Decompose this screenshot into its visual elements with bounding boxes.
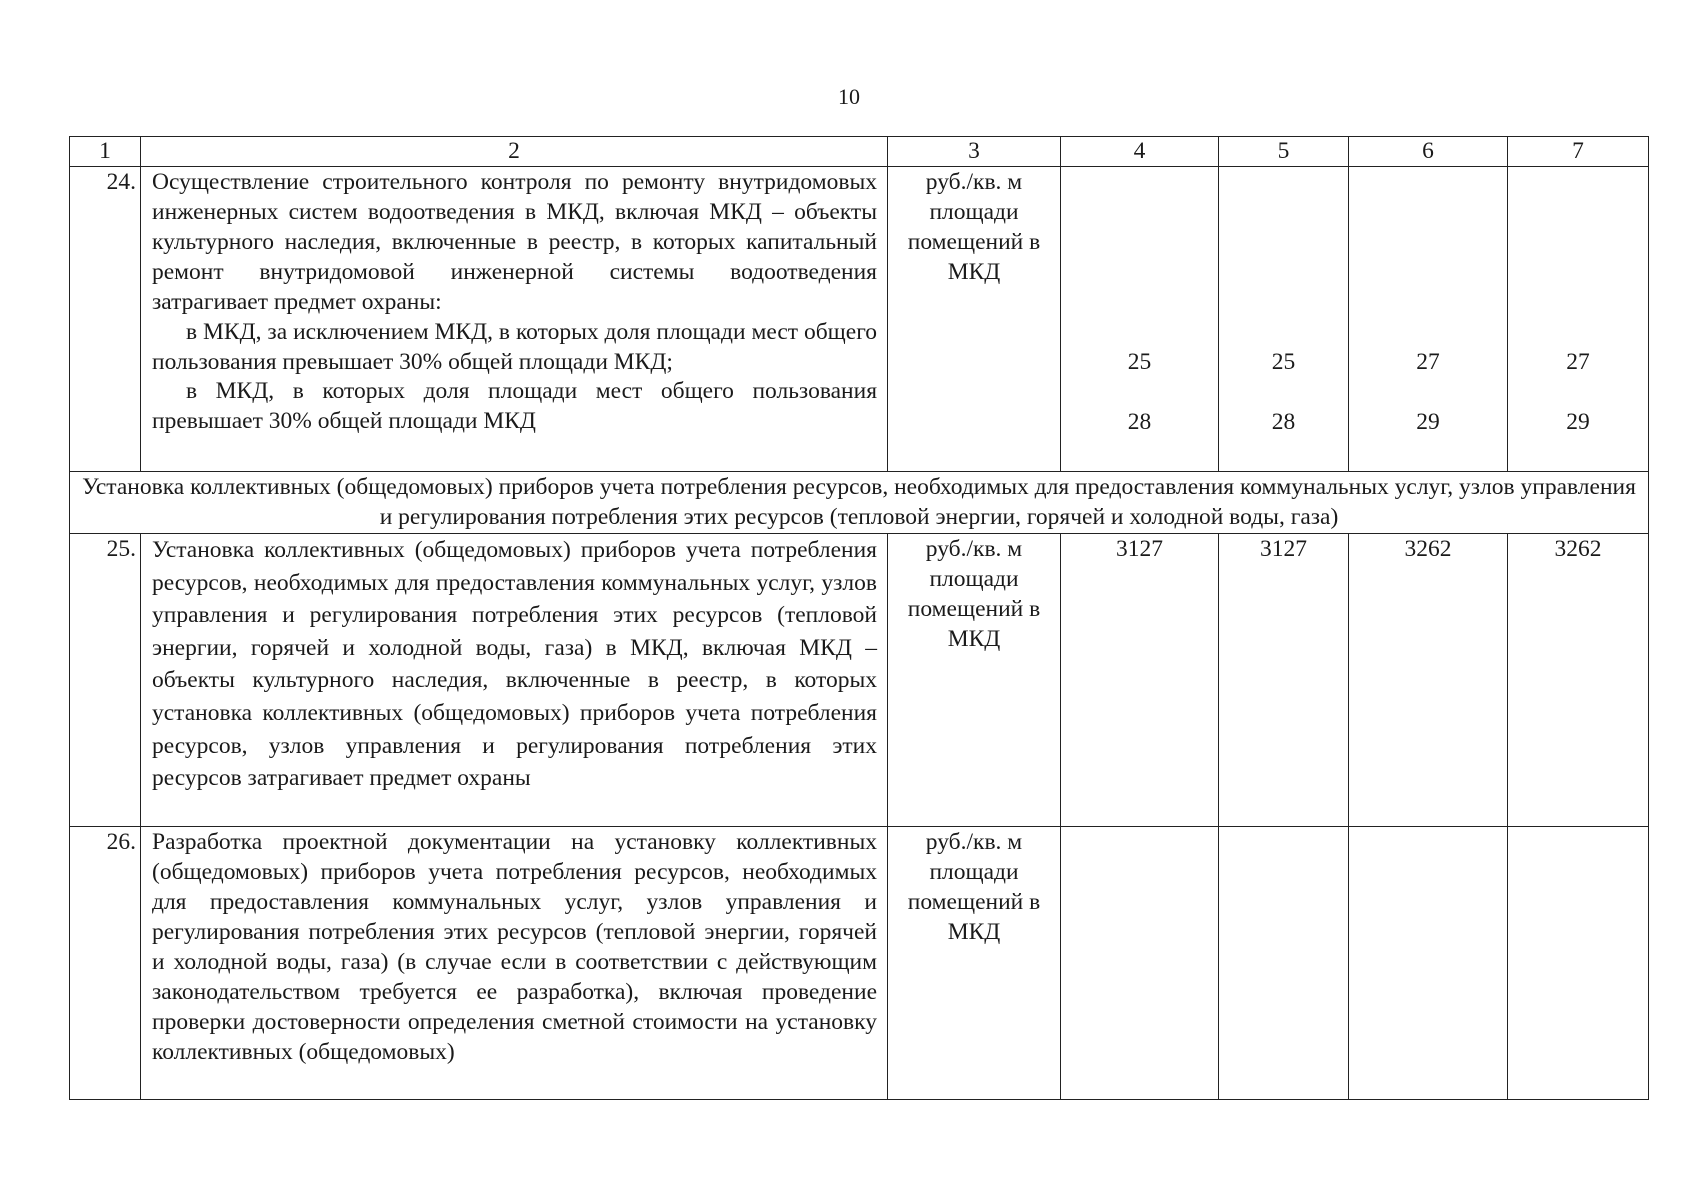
row-number: 26. — [70, 827, 141, 1100]
header-cell: 5 — [1219, 137, 1349, 167]
table-row-25 — [70, 534, 1649, 827]
sub-item-2: в МКД, в которых доля площади мест общего пользования превышает 30% общей площади МКД — [152, 378, 877, 434]
value: 25 — [1271, 349, 1296, 375]
value-cell — [1219, 167, 1349, 472]
table-row-26 — [70, 827, 1649, 1100]
value: 27 — [1566, 349, 1590, 375]
value-cell — [1508, 167, 1649, 472]
unit-cell — [888, 534, 1061, 827]
unit-cell — [888, 167, 1061, 472]
tariff-table — [69, 136, 1649, 1100]
value: 28 — [1271, 409, 1296, 435]
value-cell: 3262 — [1508, 534, 1649, 827]
value-cell — [1219, 827, 1349, 1100]
unit-text: руб./кв. м площади помещений в МКД — [907, 536, 1041, 652]
header-cell: 1 — [70, 137, 141, 167]
sub-item-1: в МКД, за исключением МКД, в которых доля площади мест общего пользования превышает 30% общей площади МКД; — [152, 319, 877, 375]
row-description: Установка коллективных (общедомовых) приборов учета потребления ресурсов, необходимых для предоставления коммунальных услуг, узлов управления и регулирования потребления этих ресурсов (тепловой энергии, горячей и холодной воды, газа) в МКД, включая МКД – объекты культурного наследия, включенные в реестр, в которых установка коллективных (общедомовых) приборов учета потребления ресурсов, узлов управления и регулирования потребления этих ресурсов затрагивает предмет охраны — [141, 534, 888, 827]
row-description — [141, 167, 888, 472]
section-header-row — [70, 472, 1649, 534]
unit-text: руб./кв. м площади помещений в МКД — [907, 829, 1041, 945]
value-cell: 3127 — [1219, 534, 1349, 827]
description-text: Осуществление строительного контроля по ремонту внутридомовых инженерных систем водоотведения в МКД, включая МКД – объекты культурного наследия, включенные в реестр, в которых капитальный ремонт внутридомовой инженерной системы водоотведения затрагивает предмет охраны: — [152, 169, 877, 315]
header-cell: 7 — [1508, 137, 1649, 167]
row-number: 25. — [70, 534, 141, 827]
value: 29 — [1566, 409, 1590, 435]
header-cell: 2 — [141, 137, 888, 167]
table-header-row — [70, 137, 1649, 167]
row-description: Разработка проектной документации на установку коллективных (общедомовых) приборов учета потребления ресурсов, необходимых для предоставления коммунальных услуг, узлов управления и регулирования потребления этих ресурсов (тепловой энергии, горячей и холодной воды, газа) (в случае если в соответствии с действующим законодательством требуется ее разработка), включая проведение проверки достоверности определения сметной стоимости на установку коллективных (общедомовых) — [141, 827, 888, 1100]
page-number: 10 — [838, 84, 860, 109]
table-row-24 — [70, 167, 1649, 472]
value-cell — [1061, 827, 1219, 1100]
header-cell: 6 — [1349, 137, 1508, 167]
value: 28 — [1127, 409, 1152, 435]
value: 29 — [1416, 409, 1440, 435]
header-cell: 3 — [888, 137, 1061, 167]
value: 27 — [1416, 349, 1440, 375]
value-cell: 3127 — [1061, 534, 1219, 827]
value-cell — [1508, 827, 1649, 1100]
value: 25 — [1127, 349, 1152, 375]
section-title: Установка коллективных (общедомовых) приборов учета потребления ресурсов, необходимых для предоставления коммунальных услуг, узлов управления и регулирования потребления этих ресурсов (тепловой энергии, горячей и холодной воды, газа) — [70, 472, 1649, 534]
unit-text: руб./кв. м площади помещений в МКД — [907, 169, 1041, 285]
value-cell: 3262 — [1349, 534, 1508, 827]
unit-cell — [888, 827, 1061, 1100]
value-cell — [1349, 827, 1508, 1100]
value-cell — [1349, 167, 1508, 472]
value-cell — [1061, 167, 1219, 472]
row-number: 24. — [70, 167, 141, 472]
header-cell: 4 — [1061, 137, 1219, 167]
